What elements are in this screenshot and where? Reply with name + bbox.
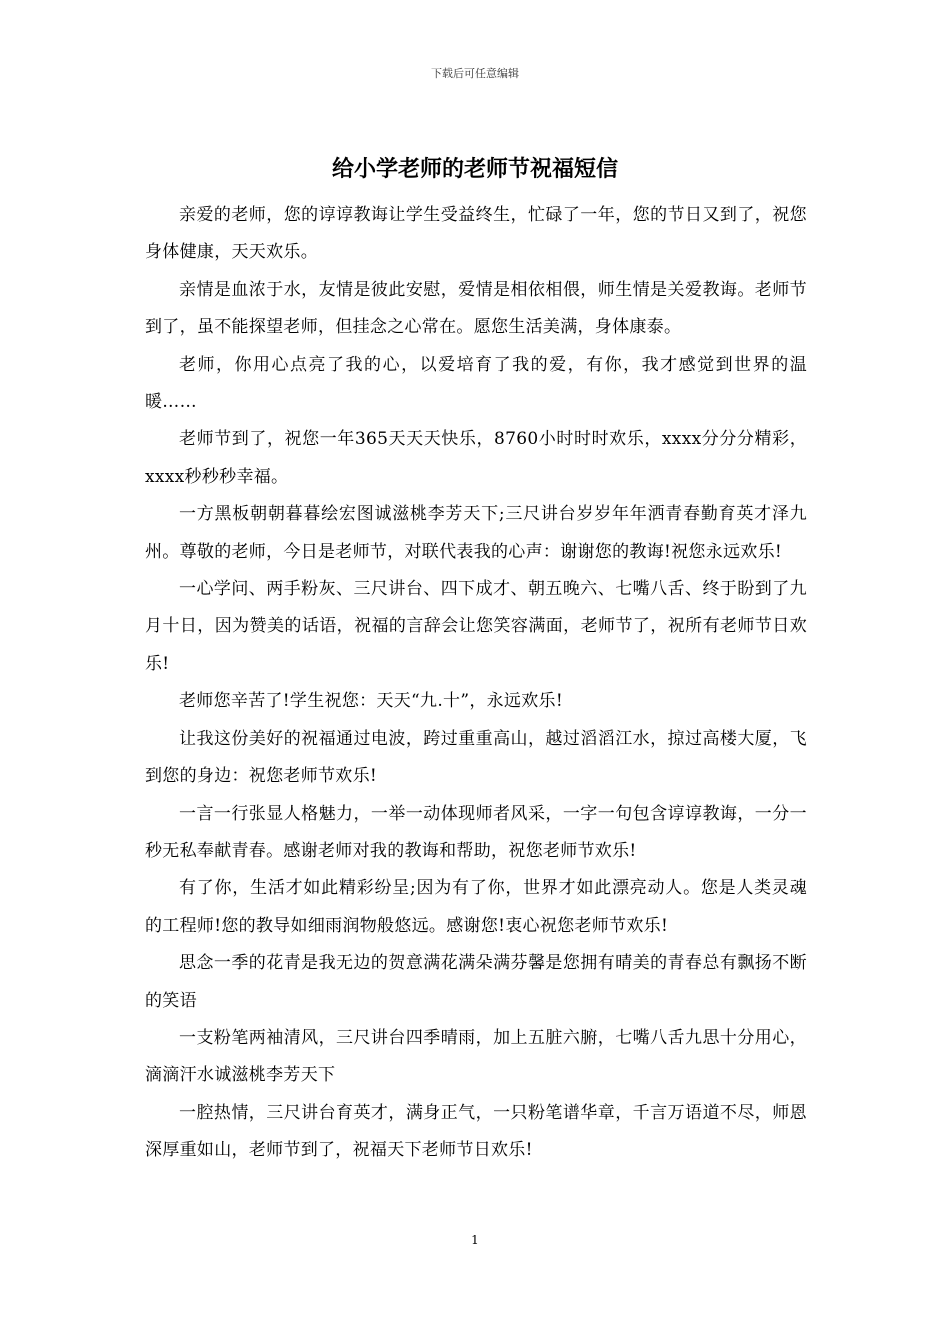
document-body: [145, 197, 807, 1170]
paragraph: 一方黑板朝朝暮暮绘宏图诚滋桃李芳天下;三尺讲台岁岁年年洒青春勤育英才泽九州。尊敬的老师，今日是老师节，对联代表我的心声：谢谢您的教诲!祝您永远欢乐!: [145, 504, 807, 562]
paragraph: 让我这份美好的祝福通过电波，跨过重重高山，越过滔滔江水，掠过高楼大厦，飞到您的身边：祝您老师节欢乐!: [145, 728, 807, 787]
paragraph: 一腔热情，三尺讲台育英才，满身正气，一只粉笔谱华章，千言万语道不尽，师恩深厚重如山，老师节到了，祝福天下老师节日欢乐!: [145, 1102, 807, 1161]
paragraph: 亲爱的老师，您的谆谆教诲让学生受益终生，忙碌了一年，您的节日又到了，祝您身体健康，天天欢乐。: [145, 205, 807, 263]
paragraph: 思念一季的花青是我无边的贺意满花满朵满芬馨是您拥有晴美的青春总有飘扬不断的笑语: [145, 953, 807, 1011]
paragraph: 有了你，生活才如此精彩纷呈;因为有了你，世界才如此漂亮动人。您是人类灵魂的工程师!您的教导如细雨润物般悠远。感谢您!衷心祝您老师节欢乐!: [145, 878, 807, 936]
paragraph: 亲情是血浓于水，友情是彼此安慰，爱情是相依相偎，师生情是关爱教诲。老师节到了，虽不能探望老师，但挂念之心常在。愿您生活美满，身体康泰。: [145, 279, 807, 338]
paragraph: 老师，你用心点亮了我的心，以爱培育了我的爱，有你，我才感觉到世界的温暖……: [145, 354, 807, 413]
paragraph: 老师节到了，祝您一年365天天天快乐，8760小时时时欢乐，xxxx分分分精彩，xxxx秒秒秒幸福。: [145, 429, 807, 487]
page-header: 下载后可任意编辑: [431, 67, 519, 80]
paragraph: 老师您辛苦了!学生祝您：天天“九.十”，永远欢乐!: [179, 691, 563, 712]
paragraph: 一支粉笔两袖清风，三尺讲台四季晴雨，加上五脏六腑，七嘴八舌九思十分用心，滴滴汗水诚滋桃李芳天下: [145, 1027, 807, 1086]
page-number: 1: [471, 1233, 479, 1247]
paragraph: 一心学问、两手粉灰、三尺讲台、四下成才、朝五晚六、七嘴八舌、终于盼到了九月十日，因为赞美的话语，祝福的言辞会让您笑容满面，老师节了，祝所有老师节日欢乐!: [145, 579, 807, 674]
document-title: 给小学老师的老师节祝福短信: [331, 157, 618, 182]
paragraph: 一言一行张显人格魅力，一举一动体现师者风采，一字一句包含谆谆教诲，一分一秒无私奉献青春。感谢老师对我的教诲和帮助，祝您老师节欢乐!: [145, 803, 807, 861]
